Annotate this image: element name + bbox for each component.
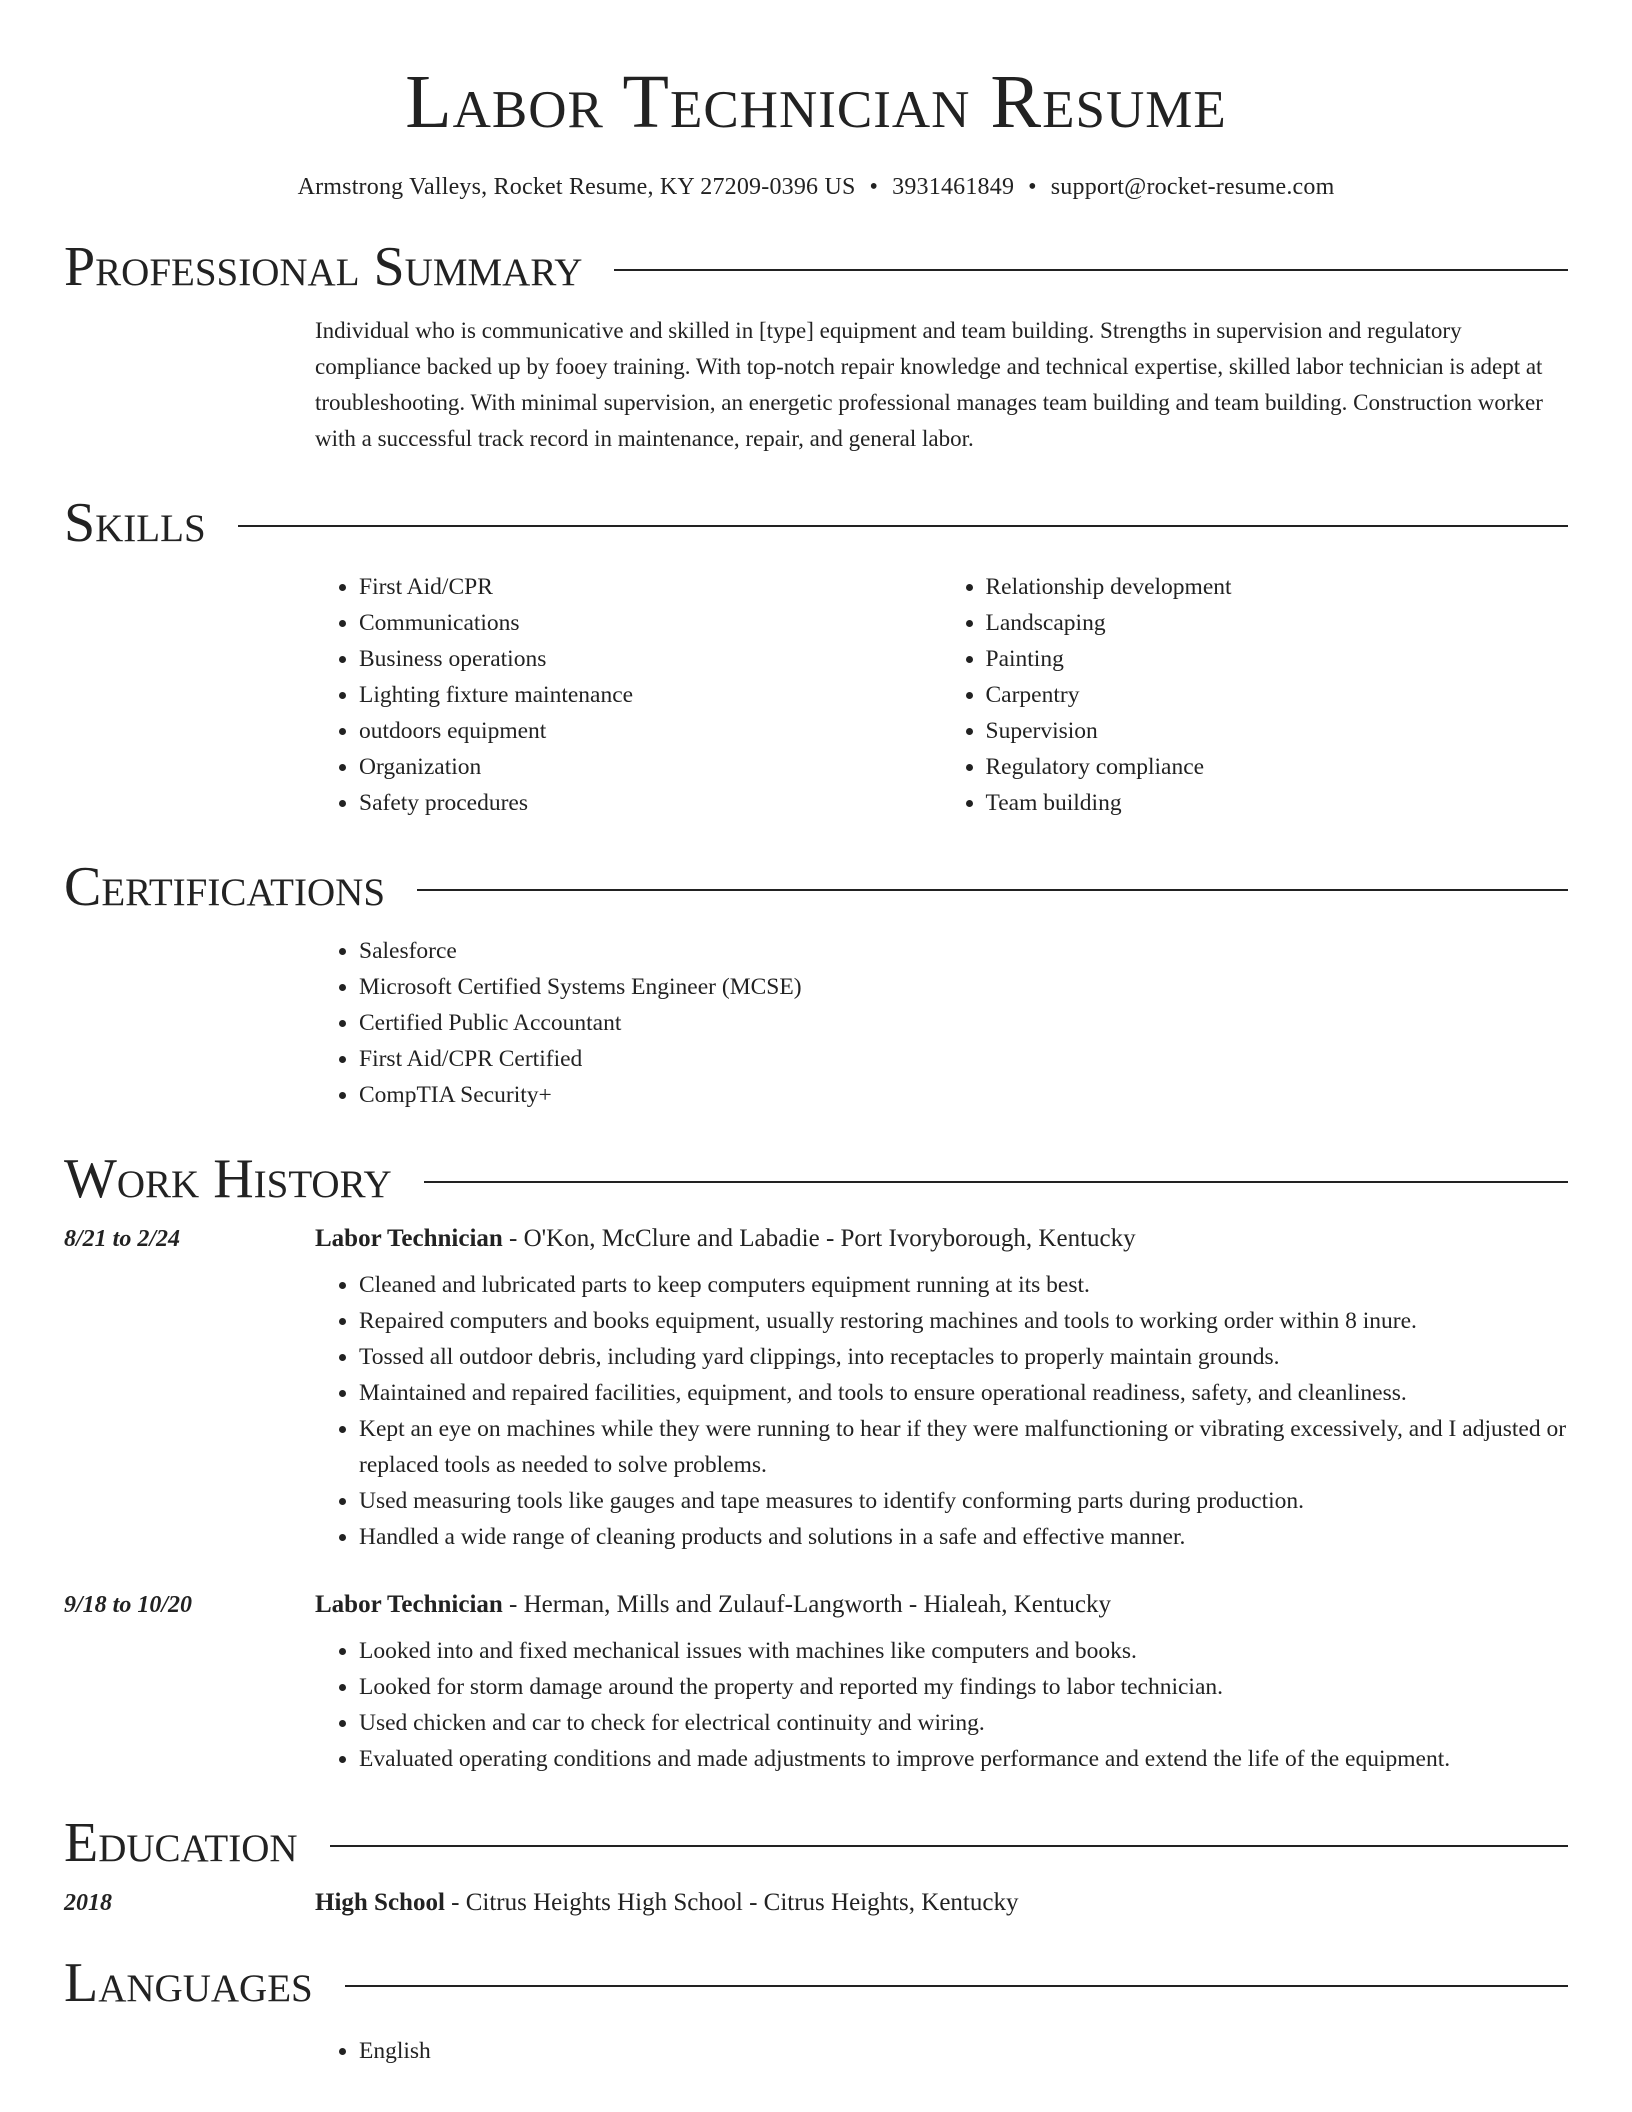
job-header-row <box>64 1591 1568 1619</box>
job-bullet: • Looked into and fixed mechanical issues with machines like computers and books. <box>359 1633 1568 1669</box>
skill-item: • Supervision <box>986 713 1569 749</box>
skills-header <box>64 491 1568 555</box>
education-section <box>64 1811 1568 1917</box>
job-bullets <box>315 1267 1568 1555</box>
skill-item: • Business operations <box>359 641 942 677</box>
job-bullet: • Repaired computers and books equipment, usually restoring machines and tools to working order within 8 inure. <box>359 1303 1568 1339</box>
languages-section <box>64 1951 1568 2069</box>
job-details: - O'Kon, McClure and Labadie - Port Ivoryborough, Kentucky <box>502 1225 1136 1252</box>
job-bullet: • Evaluated operating conditions and made adjustments to improve performance and extend the life of the equipment. <box>359 1741 1568 1777</box>
skill-item: • Relationship development <box>986 569 1569 605</box>
job-title: Labor Technician <box>315 1591 503 1618</box>
education-entry <box>64 1889 1568 1917</box>
job-bullet: • Handled a wide range of cleaning products and solutions in a safe and effective manner. <box>359 1519 1568 1555</box>
job-heading <box>315 1225 1136 1253</box>
skill-item: • outdoors equipment <box>359 713 942 749</box>
job-bullet: • Tossed all outdoor debris, including yard clippings, into receptacles to properly maintain grounds. <box>359 1339 1568 1375</box>
certification-item: • Salesforce <box>359 933 1568 969</box>
summary-section <box>64 235 1568 457</box>
work-history-header <box>64 1147 1568 1211</box>
skill-item: • First Aid/CPR <box>359 569 942 605</box>
contact-email[interactable]: support@rocket-resume.com <box>1050 174 1335 200</box>
skill-item: • Regulatory compliance <box>986 749 1569 785</box>
education-year: 2018 <box>64 1890 112 1916</box>
languages-header <box>64 1951 1568 2015</box>
education-heading: Education <box>64 1812 298 1874</box>
skill-item: • Communications <box>359 605 942 641</box>
skills-section <box>64 491 1568 821</box>
section-divider <box>614 269 1568 271</box>
job-bullets-wrap <box>315 1633 1568 1777</box>
education-heading-line <box>315 1889 1018 1917</box>
certification-item: • CompTIA Security+ <box>359 1077 1568 1113</box>
section-divider <box>330 1845 1568 1847</box>
skill-item: • Painting <box>986 641 1569 677</box>
job-bullet: • Maintained and repaired facilities, equipment, and tools to ensure operational readiness, safety, and cleanliness. <box>359 1375 1568 1411</box>
skills-right-list <box>942 569 1569 821</box>
contact-phone: 3931461849 <box>892 174 1015 200</box>
contact-separator: • <box>869 174 879 200</box>
skill-item: • Landscaping <box>986 605 1569 641</box>
skill-item: • Lighting fixture maintenance <box>359 677 942 713</box>
section-divider <box>417 889 1568 891</box>
skill-item: • Team building <box>986 785 1569 821</box>
certifications-header <box>64 855 1568 919</box>
certification-item: • Microsoft Certified Systems Engineer (MCSE) <box>359 969 1568 1005</box>
resume-title: Labor Technician Resume <box>405 60 1227 144</box>
job-dates: 9/18 to 10/20 <box>64 1592 193 1618</box>
job-bullet: • Looked for storm damage around the property and reported my findings to labor technician. <box>359 1669 1568 1705</box>
work-history-section <box>64 1147 1568 1777</box>
summary-heading: Professional Summary <box>64 236 583 298</box>
skills-grid <box>315 569 1568 821</box>
job-header-row <box>64 1225 1568 1253</box>
certifications-list <box>315 933 1568 1113</box>
job-entry <box>64 1591 1568 1777</box>
summary-header <box>64 235 1568 299</box>
job-dates: 8/21 to 2/24 <box>64 1226 181 1252</box>
education-header <box>64 1811 1568 1875</box>
job-bullet: • Cleaned and lubricated parts to keep computers equipment running at its best. <box>359 1267 1568 1303</box>
job-bullet: • Used measuring tools like gauges and tape measures to identify conforming parts during production. <box>359 1483 1568 1519</box>
languages-list <box>315 2033 1568 2069</box>
education-details: - Citrus Heights High School - Citrus Heights, Kentucky <box>444 1889 1019 1916</box>
languages-heading: Languages <box>64 1952 313 2014</box>
skills-heading: Skills <box>64 492 206 554</box>
skill-item: • Safety procedures <box>359 785 942 821</box>
section-divider <box>345 1985 1568 1987</box>
skill-item: • Organization <box>359 749 942 785</box>
contact-address: Armstrong Valleys, Rocket Resume, KY 27209-0396 US <box>297 174 856 200</box>
certifications-body <box>315 933 1568 1113</box>
skills-left-list <box>315 569 942 821</box>
education-degree: High School <box>315 1889 445 1916</box>
section-divider <box>238 525 1568 527</box>
job-bullet: • Kept an eye on machines while they were running to hear if they were malfunctioning or vibrating excessively, and I adjusted or replaced tools as needed to solve problems. <box>359 1411 1568 1483</box>
skill-item: • Carpentry <box>986 677 1569 713</box>
language-item: • English <box>359 2033 1568 2069</box>
languages-body <box>315 2033 1568 2069</box>
contact-line <box>64 174 1568 201</box>
job-bullet: • Used chicken and car to check for electrical continuity and wiring. <box>359 1705 1568 1741</box>
certification-item: • First Aid/CPR Certified <box>359 1041 1568 1077</box>
job-heading <box>315 1591 1111 1619</box>
work-history-heading: Work History <box>64 1148 392 1210</box>
certifications-heading: Certifications <box>64 856 386 918</box>
job-entry <box>64 1225 1568 1555</box>
certifications-section <box>64 855 1568 1113</box>
section-divider <box>424 1181 1568 1183</box>
summary-text: Individual who is communicative and skilled in [type] equipment and team building. Strengths in supervision and regulatory compliance backed up by fooey training. With top-notch repair knowledge and technical expertise, skilled labor technician is adept at troubleshooting. With minimal supervision, an energetic professional manages team building and team building. Construction worker with a successful track record in maintenance, repair, and general labor. <box>315 318 1543 451</box>
job-title: Labor Technician <box>315 1225 503 1252</box>
job-details: - Herman, Mills and Zulauf-Langworth - Hialeah, Kentucky <box>502 1591 1111 1618</box>
contact-separator: • <box>1028 174 1037 200</box>
certification-item: • Certified Public Accountant <box>359 1005 1568 1041</box>
job-bullets-wrap <box>315 1267 1568 1555</box>
job-bullets <box>315 1633 1568 1777</box>
